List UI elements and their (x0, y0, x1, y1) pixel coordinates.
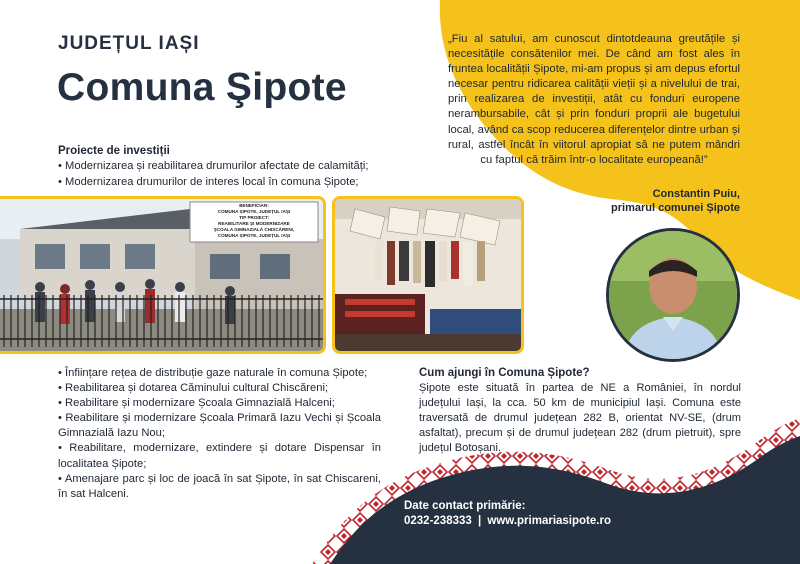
directions-text: Șipote este situată în partea de NE a României, în nordul județului Iași, la cca. 50 km de municipiul Iași. Comuna este traversată de drumul județean 282 B, orientat NV-SE, (drum asfaltat), precum și de drumul județean 282 (drum pietruit), spre județul Botoșani. (419, 382, 741, 455)
list-item: • Modernizarea drumurilor de interes local în comuna Șipote; (58, 176, 359, 188)
projects-heading: Proiecte de investiții (58, 145, 170, 157)
list-item: • Reabilitare și modernizare Școala Gimnazială Halceni; (58, 397, 335, 410)
sign-line: REABILITARE ȘI MODERNIZARE (218, 221, 290, 226)
sign-line: TIP PROIECT: (239, 215, 269, 220)
list-item: • Amenajare parc și loc de joacă în sat Șipote, în sat Chiscareni, în sat Halceni. (58, 472, 381, 500)
contact-phone[interactable]: 0232-238333 (404, 515, 472, 527)
contact-title: Date contact primărie: (404, 500, 526, 512)
author-name: Constantin Puiu, (652, 188, 740, 200)
sign-line: BENEFICIAR: (239, 203, 269, 208)
list-item: • Înființare rețea de distribuție gaze naturale în comuna Șipote; (58, 367, 368, 379)
list-item: • Reabilitare și modernizare Școala Primară Iazu Vechi și Școala Gimnazială Iazu Nou; (58, 412, 381, 440)
directions-heading: Cum ajungi în Comuna Șipote? (419, 367, 590, 379)
author-title: primarul comunei Șipote (611, 202, 740, 214)
sign-line: COMUNA ȘIPOTE, JUDEȚUL IAȘI (217, 233, 291, 238)
contact-website[interactable]: www.primariasipote.ro (487, 515, 611, 527)
sign-line: COMUNA ȘIPOTE, JUDEȚUL IAȘI (217, 209, 291, 214)
list-item: • Reabilitare, modernizare, extindere și dotare Dispensar în localitatea Șipote; (58, 442, 381, 470)
contact-separator: | (478, 515, 482, 527)
county-title: JUDEȚUL IAȘI (58, 33, 200, 54)
contact-line (404, 515, 611, 527)
list-item: • Modernizarea și reabilitarea drumurilor afectate de calamități; (58, 160, 369, 172)
mayor-quote: „Fiu al satului, am cunoscut dintotdeauna greutățile și necesitățile consătenilor mei. De când am fost ales în fruntea localității Șipote, mi-am propus și am depus efortul necesar pentru ridicarea calității vieții și a nivelului de trai, prin realizarea de investiții, atât cu fonduri europene nerambursabile, cât și prin fonduri proprii ale bugetului local, având ca scop reducerea diferențelor dintre urban și rural, astfel încât în viitorul apropiat să ne putem mândri cu faptul că trăim într-o localitate europeană!” (448, 33, 740, 166)
sign-line: ȘCOALA GIMNAZIALĂ CHISCĂRENI, (213, 227, 295, 232)
list-item: • Reabilitarea și dotarea Căminului cultural Chiscăreni; (58, 382, 329, 395)
commune-title: Comuna Şipote (57, 66, 347, 109)
